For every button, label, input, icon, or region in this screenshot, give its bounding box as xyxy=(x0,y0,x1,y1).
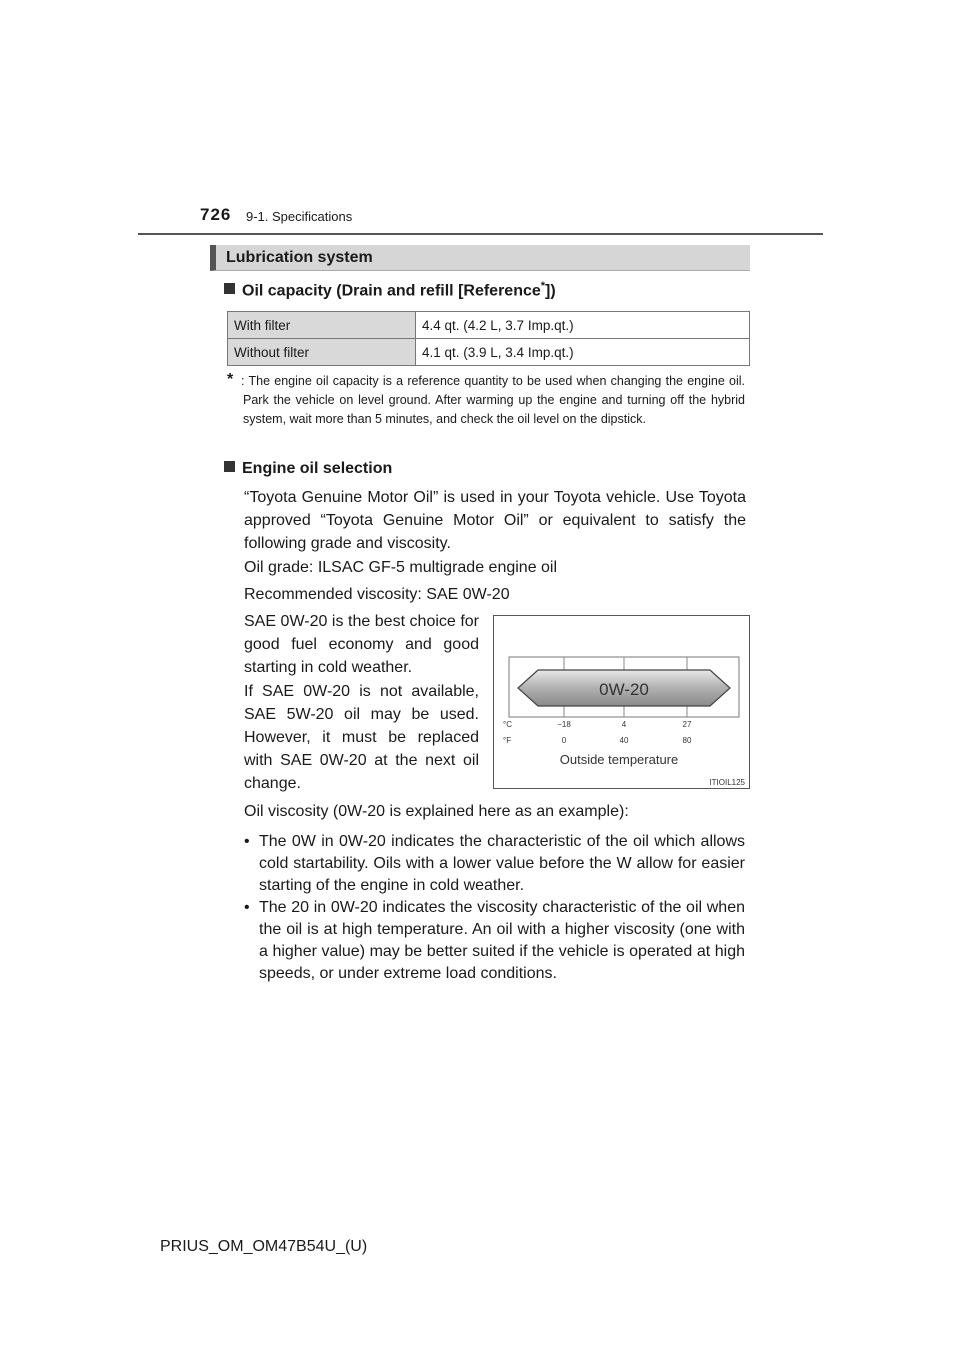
list-item xyxy=(244,897,745,985)
viscosity-explain-intro: Oil viscosity (0W-20 is explained here as an example): xyxy=(244,803,629,820)
alternative-oil-text: If SAE 0W-20 is not available, SAE 5W-20 oil may be used. However, it must be replaced with SAE 0W-20 at the next oil change. xyxy=(244,683,479,792)
oil-selection-intro: “Toyota Genuine Motor Oil” is used in your Toyota vehicle. Use Toyota approved “Toyota Genuine Motor Oil” or equivalent to satisfy the following grade and viscosity. xyxy=(244,489,746,552)
best-choice-text: SAE 0W-20 is the best choice for good fuel economy and good starting in cold weather. xyxy=(244,613,479,676)
bullet-text: The 20 in 0W-20 indicates the viscosity characteristic of the oil when the oil is at high temperature. An oil with a higher viscosity (one with a higher value) may be better suited if the vehicle is operated at high speeds, or under extreme load conditions. xyxy=(259,899,745,982)
figure-code: ITIOIL125 xyxy=(709,778,745,787)
table-cell-label: With filter xyxy=(228,312,416,339)
fahrenheit-tick: 0 xyxy=(561,736,567,745)
square-bullet-icon xyxy=(224,461,235,472)
table-cell-label: Without filter xyxy=(228,339,416,366)
list-item xyxy=(244,831,745,897)
bullet-icon: • xyxy=(244,899,250,916)
oil-grade: Oil grade: ILSAC GF-5 multigrade engine oil xyxy=(244,559,558,576)
viscosity-figure xyxy=(493,615,750,789)
table-row xyxy=(228,339,750,366)
celsius-tick: 4 xyxy=(621,720,627,729)
square-bullet-icon xyxy=(224,283,235,294)
fahrenheit-tick: 40 xyxy=(619,736,629,745)
bullet-text: The 0W in 0W-20 indicates the characteristic of the oil which allows cold startability. Oils with a lower value before the W allow for easier starting of the engine in cold weather. xyxy=(259,833,745,894)
section-banner xyxy=(210,245,750,271)
fahrenheit-tick: 80 xyxy=(682,736,692,745)
celsius-tick: 27 xyxy=(682,720,692,729)
oil-capacity-heading: Oil capacity (Drain and refill [Reference*]) xyxy=(224,280,556,300)
table-row xyxy=(228,312,750,339)
oil-selection-heading: Engine oil selection xyxy=(224,460,392,478)
section-label: 9-1. Specifications xyxy=(246,209,353,224)
document-code: PRIUS_OM_OM47B54U_(U) xyxy=(160,1238,368,1255)
header-rule xyxy=(138,233,823,235)
bullet-icon: • xyxy=(244,833,250,850)
fahrenheit-unit: °F xyxy=(503,736,512,745)
table-cell-value: 4.4 qt. (4.2 L, 3.7 Imp.qt.) xyxy=(416,312,750,339)
celsius-tick: −18 xyxy=(557,720,571,729)
footnote-text: : The engine oil capacity is a reference quantity to be used when changing the engine oil. Park the vehicle on level ground. After warming up the engine and turning off the hybrid system, wait more than 5 minutes, and check the oil level on the dipstick. xyxy=(241,374,745,426)
arrow-label: 0W-20 xyxy=(599,680,649,699)
section-banner-title: Lubrication system xyxy=(226,249,373,266)
celsius-unit: °C xyxy=(503,720,512,729)
figure-caption: Outside temperature xyxy=(559,752,679,767)
page-number: 726 xyxy=(200,205,232,224)
oil-capacity-table xyxy=(227,311,750,366)
table-cell-value: 4.1 qt. (3.9 L, 3.4 Imp.qt.) xyxy=(416,339,750,366)
recommended-viscosity: Recommended viscosity: SAE 0W-20 xyxy=(244,586,510,603)
footnote-star: * xyxy=(227,371,234,388)
viscosity-chart xyxy=(494,616,751,790)
capacity-footnote xyxy=(227,372,745,429)
